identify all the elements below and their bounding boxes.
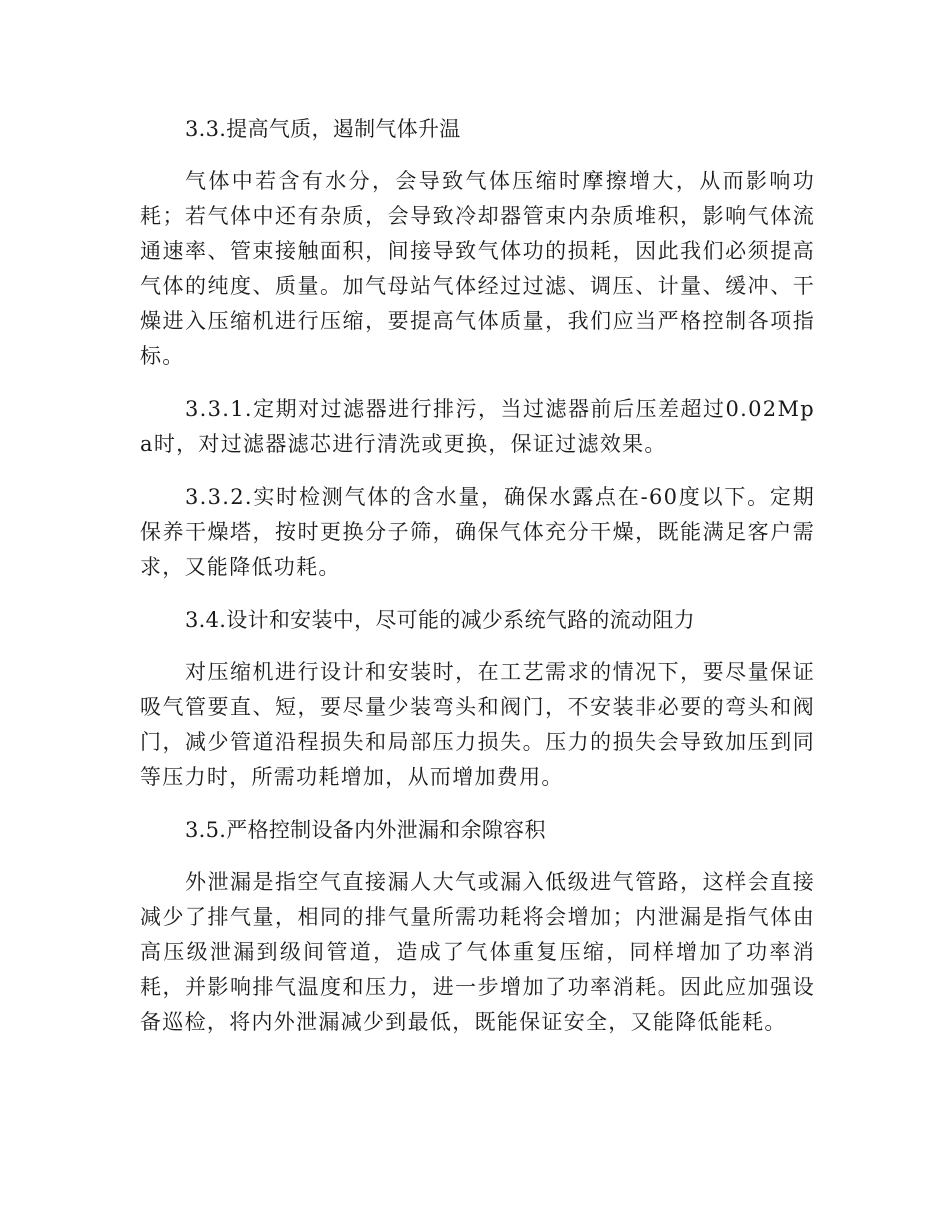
section-heading-3-5: 3.5.严格控制设备内外泄漏和余隙容积 xyxy=(185,818,546,842)
paragraph-gas-quality: 气体中若含有水分，会导致气体压缩时摩擦增大，从而影响功耗；若气体中还有杂质，会导致冷却器管束内杂质堆积，影响气体流通速率、管束接触面积，间接导致气体功的损耗，因此我们必须提高气体的纯度、质量。加气母站气体经过过滤、调压、计量、缓冲、干燥进入压缩机进行压缩，要提高气体质量，我们应当严格控制各项指标。 xyxy=(140,169,815,368)
section-heading-3-4: 3.4.设计和安装中，尽可能的减少系统气路的流动阻力 xyxy=(185,608,695,632)
paragraph-leakage: 外泄漏是指空气直接漏人大气或漏入低级进气管路，这样会直接减少了排气量，相同的排气量所需功耗将会增加；内泄漏是指气体由高压级泄漏到级间管道，造成了气体重复压缩，同样增加了功率消耗，并影响排气温度和压力，进一步增加了功率消耗。因此应加强设备巡检，将内外泄漏减少到最低，既能保证安全，又能降低能耗。 xyxy=(140,870,815,1034)
paragraph-flow-resistance: 对压缩机进行设计和安装时，在工艺需求的情况下，要尽量保证吸气管要直、短，要尽量少装弯头和阀门，不安装非必要的弯头和阀门，减少管道沿程损失和局部压力损失。压力的损失会导致加压到同等压力时，所需功耗增加，从而增加费用。 xyxy=(140,660,815,789)
paragraph-3-3-2-moisture: 3.3.2.实时检测气体的含水量，确保水露点在-60度以下。定期保养干燥塔，按时更换分子筛，确保气体充分干燥，既能满足客户需求，又能降低功耗。 xyxy=(140,485,815,579)
paragraph-3-3-1-filter: 3.3.1.定期对过滤器进行排污，当过滤器前后压差超过0.02Mpa时，对过滤器滤芯进行清洗或更换，保证过滤效果。 xyxy=(140,397,815,456)
document-body xyxy=(140,112,815,1058)
section-heading-3-3: 3.3.提高气质，遏制气体升温 xyxy=(185,117,461,141)
